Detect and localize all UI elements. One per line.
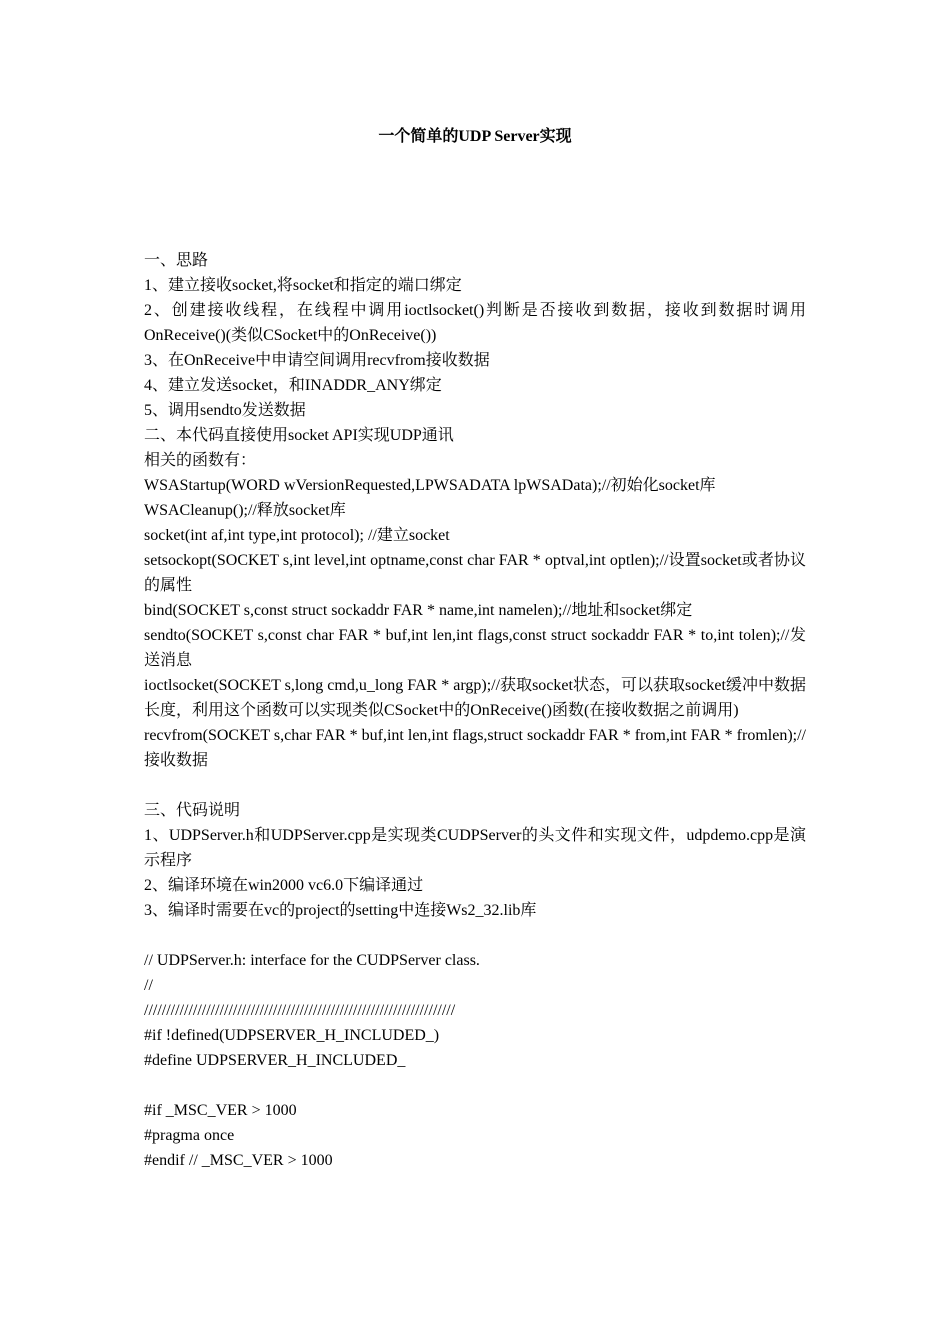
- code-line: #if !defined(UDPSERVER_H_INCLUDED_): [144, 1027, 440, 1044]
- code-line: #if _MSC_VER > 1000: [144, 1102, 297, 1119]
- paragraph-line: 3、编译时需要在vc的project的setting中连接Ws2_32.lib库: [144, 902, 537, 919]
- paragraph-line: 5、调用sendto发送数据: [144, 402, 306, 419]
- code-line: #define UDPSERVER_H_INCLUDED_: [144, 1052, 406, 1069]
- code-line: //: [144, 977, 153, 994]
- paragraph-line: 2、编译环境在win2000 vc6.0下编译通过: [144, 877, 424, 894]
- code-line: #endif // _MSC_VER > 1000: [144, 1152, 333, 1169]
- function-line: ioctlsocket(SOCKET s,long cmd,u_long FAR * argp);//获取socket状态，可以获取socket缓冲中数据长度，利用这个函数可以实现类似CSocket中的OnReceive()函数(在接收数据之前调用): [144, 677, 806, 719]
- function-line: socket(int af,int type,int protocol); //建立socket: [144, 527, 450, 544]
- blank-line: [144, 1073, 806, 1098]
- section-heading-code: 三、代码说明: [144, 802, 241, 819]
- blank-line: [144, 773, 806, 798]
- function-line: bind(SOCKET s,const struct sockaddr FAR * name,int namelen);//地址和socket绑定: [144, 602, 693, 619]
- paragraph-line: 相关的函数有：: [144, 452, 257, 469]
- paragraph-line: 3、在OnReceive中申请空间调用recvfrom接收数据: [144, 352, 490, 369]
- code-line: #pragma once: [144, 1127, 235, 1144]
- function-line: setsockopt(SOCKET s,int level,int optname,const char FAR * optval,int optlen);//设置socket或者协议的属性: [144, 552, 806, 594]
- function-line: WSACleanup();//释放socket库: [144, 502, 346, 519]
- function-line: recvfrom(SOCKET s,char FAR * buf,int len,int flags,struct sockaddr FAR * from,int FAR * fromlen);//接收数据: [144, 727, 806, 769]
- paragraph-line: 1、UDPServer.h和UDPServer.cpp是实现类CUDPServer的头文件和实现文件，udpdemo.cpp是演示程序: [144, 827, 806, 869]
- paragraph-line: 2、创建接收线程，在线程中调用ioctlsocket()判断是否接收到数据，接收到数据时调用OnReceive()(类似CSocket中的OnReceive()): [144, 302, 806, 344]
- blank-line: [144, 923, 806, 948]
- document-title: 一个简单的UDP Server实现: [378, 128, 572, 145]
- function-line: WSAStartup(WORD wVersionRequested,LPWSADATA lpWSAData);//初始化socket库: [144, 477, 716, 494]
- code-line: // UDPServer.h: interface for the CUDPServer class.: [144, 952, 480, 969]
- paragraph-line: 1、建立接收socket,将socket和指定的端口绑定: [144, 277, 462, 294]
- paragraph-line: 4、建立发送socket，和INADDR_ANY绑定: [144, 377, 442, 394]
- section-heading-api: 二、本代码直接使用socket API实现UDP通讯: [144, 427, 454, 444]
- section-heading-approach: 一、思路: [144, 252, 209, 269]
- code-line: //////////////////////////////////////////////////////////////////////: [144, 1002, 456, 1019]
- function-line: sendto(SOCKET s,const char FAR * buf,int len,int flags,const struct sockaddr FAR * to,int tolen);//发送消息: [144, 627, 806, 669]
- document-body: [144, 248, 806, 1173]
